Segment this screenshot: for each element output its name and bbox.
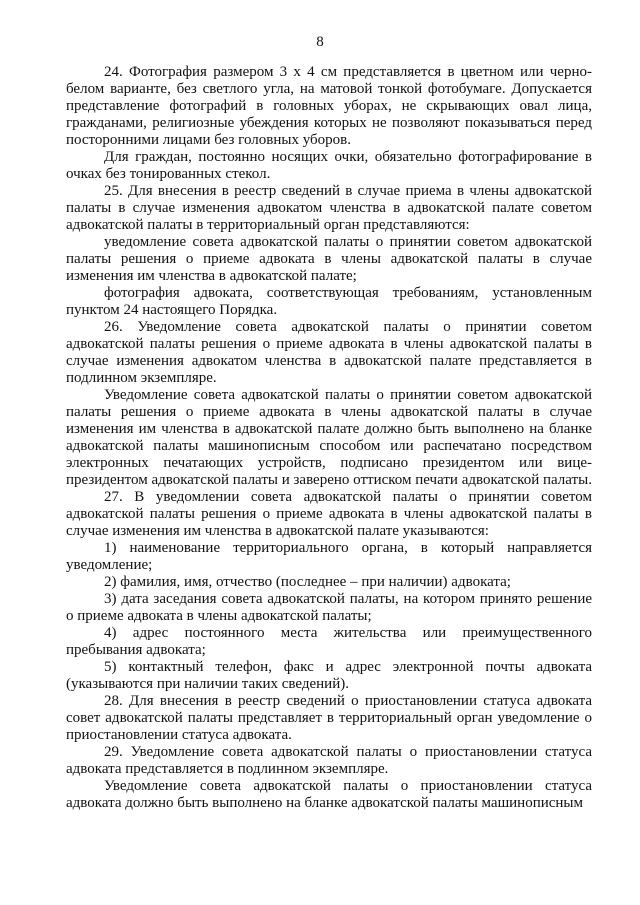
paragraph-29: 29. Уведомление совета адвокатской палаты о приостановлении статуса адвоката представляется в подлинном экземпляре.: [66, 744, 592, 777]
document-body: [66, 64, 592, 812]
paragraph-24-glasses: Для граждан, постоянно носящих очки, обязательно фотографирование в очках без тонированных стекол.: [66, 149, 592, 182]
list-item-2: 2) фамилия, имя, отчество (последнее – при наличии) адвоката;: [104, 574, 511, 590]
paragraph-25-notice: уведомление совета адвокатской палаты о принятии советом адвокатской палаты решения о приеме адвоката в члены адвокатской палаты в случае изменения им членства в адвокатской палате;: [66, 234, 592, 284]
list-item-3: 3) дата заседания совета адвокатской палаты, на котором принято решение о приеме адвоката в члены адвокатской палаты;: [66, 591, 592, 624]
paragraph-28: 28. Для внесения в реестр сведений о приостановлении статуса адвоката совет адвокатской палаты представляет в территориальный орган уведомление о приостановлении статуса адвоката.: [66, 693, 592, 743]
paragraph-24: 24. Фотография размером 3 х 4 см представляется в цветном или черно-белом варианте, без светлого угла, на матовой тонкой фотобумаге. Допускается представление фотографий в головных уборах, не скрывающих овал лица, гражданами, религиозные убеждения которых не позволяют показываться перед посторонними лицами без головных уборов.: [66, 64, 592, 148]
paragraph-27: 27. В уведомлении совета адвокатской палаты о принятии советом адвокатской палаты решения о приеме адвоката в члены адвокатской палаты в случае изменения им членства в адвокатской палате указываются:: [66, 489, 592, 539]
paragraph-25-photo: фотография адвоката, соответствующая требованиям, установленным пунктом 24 настоящего Порядка.: [66, 285, 592, 318]
list-item-5: 5) контактный телефон, факс и адрес электронной почты адвоката (указываются при наличии таких сведений).: [66, 659, 592, 692]
paragraph-25: 25. Для внесения в реестр сведений в случае приема в члены адвокатской палаты в случае изменения адвокатом членства в адвокатской палате советом адвокатской палаты в территориальный орган представляются:: [66, 183, 592, 233]
list-item-4: 4) адрес постоянного места жительства или преимущественного пребывания адвоката;: [66, 625, 592, 658]
paragraph-26: 26. Уведомление совета адвокатской палаты о принятии советом адвокатской палаты решения о приеме адвоката в члены адвокатской палаты в случае изменения адвокатом членства в адвокатской палате представляется в подлинном экземпляре.: [66, 319, 592, 386]
paragraph-29-form: Уведомление совета адвокатской палаты о приостановлении статуса адвоката должно быть выполнено на бланке адвокатской палаты машинописным: [66, 778, 592, 811]
paragraph-26-form: Уведомление совета адвокатской палаты о принятии советом адвокатской палаты решения о приеме адвоката в члены адвокатской палаты в случае изменения им членства в адвокатской палате должно быть выполнено на бланке адвокатской палаты машинописным способом или распечатано посредством электронных печатающих устройств, подписано президентом или вице-президентом адвокатской палаты и заверено оттиском печати адвокатской палаты.: [66, 387, 592, 488]
list-item-1: 1) наименование территориального органа, в который направляется уведомление;: [66, 540, 592, 573]
page-number: 8: [316, 34, 324, 50]
